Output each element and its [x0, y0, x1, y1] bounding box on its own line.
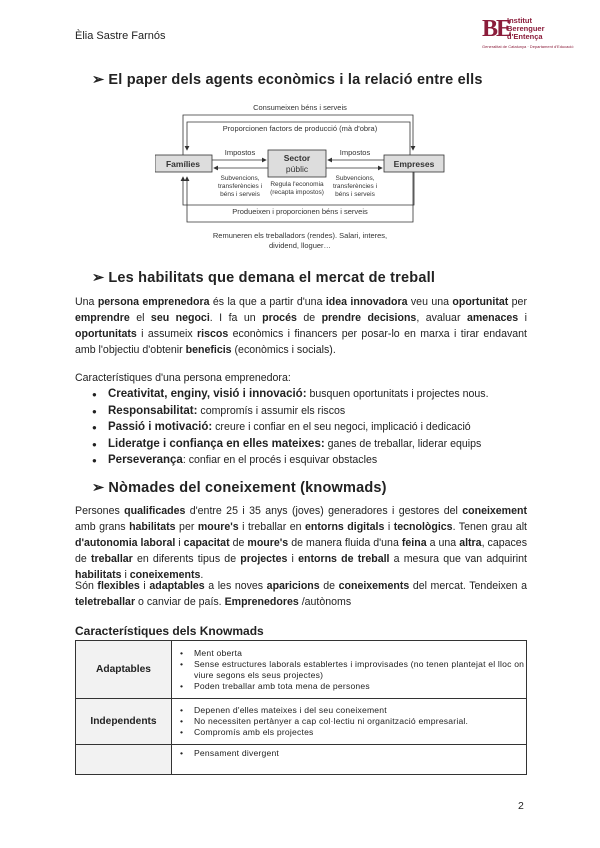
features-list: [92, 386, 489, 469]
section-heading-text: El paper dels agents econòmics i la relació entre ells: [108, 72, 483, 88]
table-row-label: Adaptables: [76, 641, 172, 699]
list-item: ● Responsabilitat: compromís i assumir els riscos: [92, 403, 489, 420]
subsidies-right-label: transferències i: [332, 183, 378, 190]
list-item: • Compromís amb els projectes: [180, 727, 526, 738]
table-row: [76, 745, 527, 775]
list-item: ● Passió i motivació: creure i confiar en el seu negoci, implicació i dedicació: [92, 419, 489, 436]
table-row: [76, 699, 527, 745]
bullet-icon: ●: [92, 439, 97, 449]
arrow-bullet-icon: ➢: [92, 480, 105, 496]
subsidies-right-label: béns i serveis: [335, 191, 375, 198]
list-item: • No necessiten pertànyer a cap col·lectiu ni organització empresarial.: [180, 716, 526, 727]
table-row-items: [172, 699, 527, 745]
list-item: • Depenen d'elles mateixes i del seu coneixement: [180, 705, 526, 716]
table-row-items: [172, 641, 527, 699]
list-item: ● Lideratge i confiança en elles mateixes: ganes de treballar, liderar equips: [92, 436, 489, 453]
entrepreneur-paragraph: Una persona emprenedora és la que a partir d'una idea innovadora veu una oportunitat per emprendre el seu negoci. I fa un procés de prendre decisions, avaluar amenaces i oportunitats i assumeix riscos econòmics i financers per posar-lo en marxa i tirar endavant amb l'objectiu d'obtenir beneficis (econòmics i socials).: [75, 296, 527, 356]
bullet-icon: ●: [92, 390, 97, 399]
page-number: 2: [518, 800, 524, 812]
bullet-icon: ●: [92, 456, 97, 465]
author-name: Èlia Sastre Farnós: [75, 30, 166, 42]
list-item: • Poden treballar amb tota mena de persones: [180, 681, 526, 692]
logo-line: d'Entença: [507, 32, 543, 41]
flow-label-consume: Consumeixen béns i serveis: [253, 103, 347, 112]
list-item: • Sense estructures laborals establertes i improvisades (no tenen plantejat el lloc on viure segons els seus projectes): [180, 659, 526, 681]
list-item: • Pensament divergent: [180, 748, 526, 759]
flow-label-remunerate: dividend, lloguer…: [268, 241, 332, 250]
subsidies-left-label: transferències i: [217, 183, 263, 190]
school-logo: [482, 16, 574, 50]
table-row: [76, 641, 527, 699]
node-public-sector-label: públic: [285, 164, 309, 174]
section-heading-text: Les habilitats que demana el mercat de treball: [108, 270, 436, 286]
flow-line-consume: [183, 115, 413, 155]
subsidies-right-label: Subvencions,: [335, 175, 375, 182]
flow-label-produce: Produeixen i proporcionen béns i serveis: [232, 207, 368, 216]
table-title: Característiques dels Knowmads: [75, 624, 264, 638]
table-row-label: [76, 745, 172, 775]
logo-text: [507, 17, 545, 41]
bullet-icon: ●: [92, 406, 97, 416]
subsidies-left-label: béns i serveis: [220, 191, 260, 198]
table-row-items: [172, 745, 527, 775]
table-row-label: Independents: [76, 699, 172, 745]
taxes-right-label: Impostos: [339, 148, 371, 157]
section-heading-skills: [92, 270, 435, 286]
knowmads-paragraph-2: Són flexibles i adaptables a les noves aparicions de coneixements del mercat. Tendeixen a teletreballar o canviar de país. Emprenedores /autònoms: [75, 580, 528, 608]
arrow-bullet-icon: ➢: [92, 270, 105, 286]
economic-agents-diagram: [155, 100, 445, 260]
taxes-left-label: Impostos: [224, 148, 256, 157]
subsidies-left-label: Subvencions,: [220, 175, 260, 182]
flow-label-factors: Proporcionen factors de producció (mà d'obra): [222, 124, 378, 133]
logo-mark: BE: [482, 16, 511, 42]
bullet-icon: ●: [92, 423, 97, 432]
list-item: ● Perseverança: confiar en el procés i esquivar obstacles: [92, 452, 489, 469]
section-heading-agents: [92, 72, 483, 88]
knowmads-table: [75, 640, 527, 775]
public-sector-desc: Regula l'economia: [270, 181, 324, 188]
logo-line: Berenguer: [507, 24, 545, 33]
section-heading-text: Nòmades del coneixement (knowmads): [108, 480, 387, 496]
knowmads-paragraph: Persones qualificades d'entre 25 i 35 anys (joves) generadores i gestores del coneixement amb grans habilitats per moure's i treballar en entorns digitals i tecnològics. Tenen grau alt d'autonomia laboral i capacitat de moure's de manera fluida d'una feina a una altra, capaces de treballar en diferents tipus de projectes i entorns de treball a mesura que van adquirint habilitats i coneixements.: [75, 505, 527, 581]
public-sector-desc: (recapta impostos): [270, 189, 324, 196]
logo-subtitle: Generalitat de Catalunya · Departament d'Educació: [482, 44, 574, 49]
list-item: • Ment oberta: [180, 648, 526, 659]
features-intro: Característiques d'una persona emprenedora:: [75, 372, 291, 384]
node-families-label: Famílies: [165, 159, 201, 169]
node-companies-label: Empreses: [393, 159, 435, 169]
flow-label-remunerate: Remuneren els treballadors (rendes). Salari, interes,: [212, 231, 388, 240]
logo-line: Institut: [507, 16, 532, 25]
node-public-sector-label: Sector: [283, 153, 311, 163]
section-heading-knowmads: [92, 480, 387, 496]
arrow-bullet-icon: ➢: [92, 72, 105, 88]
list-item: ● Creativitat, enginy, visió i innovació: busquen oportunitats i projectes nous.: [92, 386, 489, 403]
